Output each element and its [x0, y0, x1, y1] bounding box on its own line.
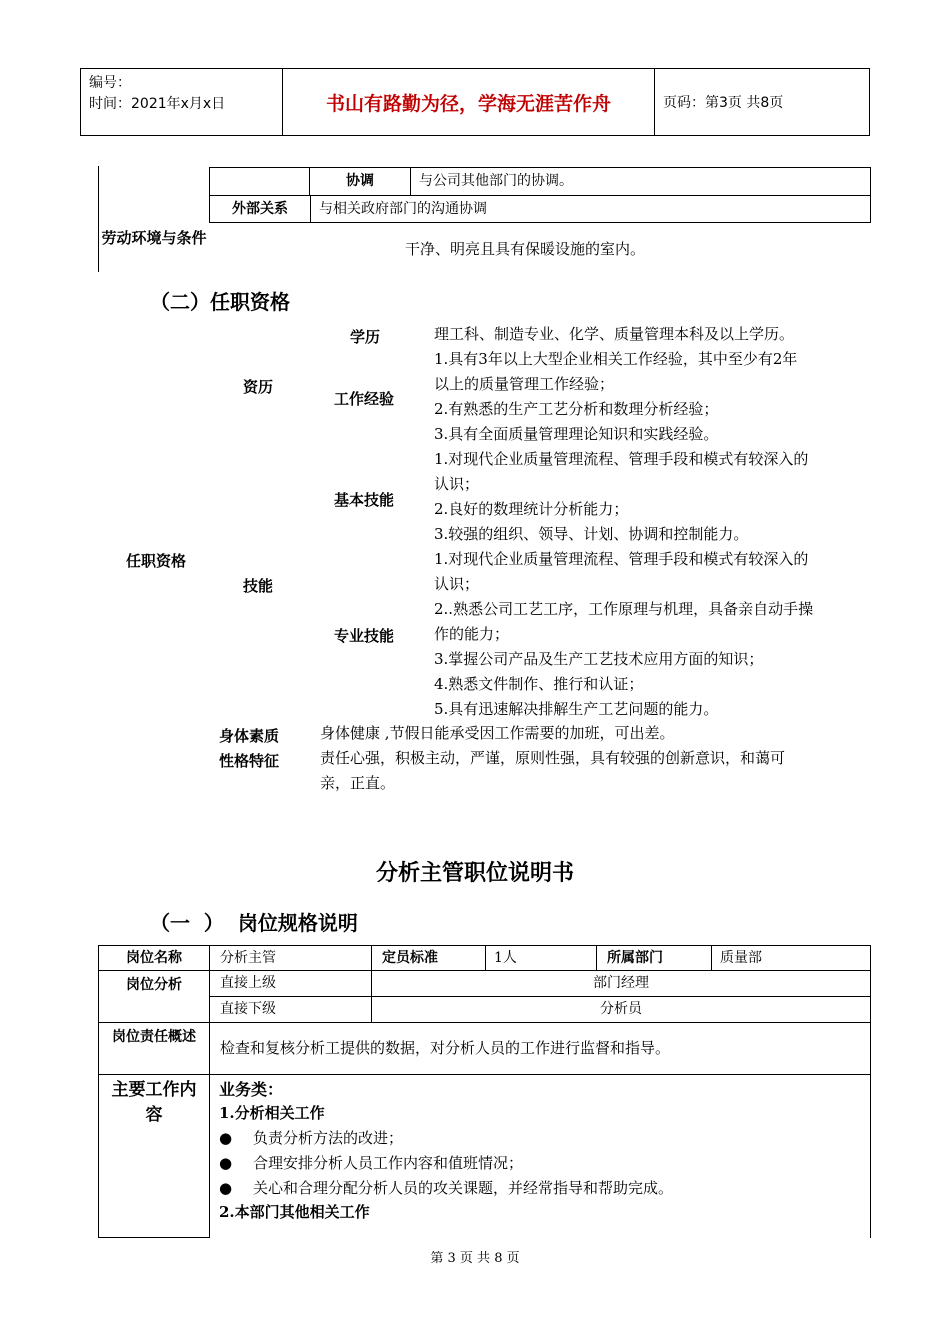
external-label: 外部关系: [232, 201, 288, 217]
dept-label: 所属部门: [607, 950, 663, 966]
quota-label: 定员标准: [382, 950, 438, 966]
coord-value-cell: [410, 167, 871, 196]
summary-value-cell: [209, 1022, 871, 1075]
work-item2-title: 2.本部门其他相关工作: [219, 1203, 370, 1221]
doc-time-label: 时间：2021年x月x日: [89, 96, 226, 112]
bullet-text: 关心和合理分配分析人员的攻关课题，并经常指导和帮助完成。: [253, 1179, 674, 1197]
subordinate-label: 直接下级: [220, 1001, 276, 1017]
education-line: 理工科、制造专业、化学、质量管理本科及以上学历。: [434, 325, 795, 343]
superior-label: 直接上级: [220, 975, 276, 991]
external-value-cell: [310, 195, 871, 223]
bullet-icon: ●: [219, 1179, 233, 1197]
qualification-label: 任职资格: [126, 552, 187, 570]
pro-skill-line: 1.对现代企业质量管理流程、管理手段和模式有较深入的: [434, 550, 809, 568]
subordinate-value: 分析员: [600, 1001, 642, 1017]
experience-line: 以上的质量管理工作经验；: [434, 375, 615, 393]
work-bullet-item: [219, 1151, 523, 1175]
work-top-border: [98, 1074, 871, 1075]
superior-value: 部门经理: [593, 975, 649, 991]
doc-number-label: 编号：: [89, 75, 131, 91]
physical-label: 身体素质: [219, 727, 280, 745]
experience-line: 3.具有全面质量管理理论知识和实践经验。: [434, 425, 719, 443]
basic-skill-line: 1.对现代企业质量管理流程、管理手段和模式有较深入的: [434, 450, 809, 468]
quota-value-cell: [485, 945, 597, 971]
personality-label: 性格特征: [219, 752, 280, 770]
basic-skill-label: 基本技能: [334, 491, 395, 509]
quota-value: 1人: [494, 950, 517, 966]
coord-blank-cell: [209, 167, 310, 196]
basic-skill-line: 认识；: [434, 475, 480, 493]
header-page-info: 页码：第3页 共8页: [654, 68, 870, 136]
personality-line: 责任心强，积极主动，严谨，原则性强，具有较强的创新意识，和蔼可: [320, 749, 786, 767]
group-resume-label: 资历: [243, 378, 274, 396]
physical-value: 身体健康 ,节假日能承受因工作需要的加班，可出差。: [320, 724, 675, 742]
bullet-icon: ●: [219, 1154, 233, 1172]
coord-value: 与公司其他部门的协调。: [419, 173, 573, 189]
dept-value-cell: [711, 945, 871, 971]
bullet-icon: ●: [219, 1129, 233, 1147]
experience-label: 工作经验: [334, 390, 395, 408]
summary-value: 检查和复核分析工提供的数据，对分析人员的工作进行监督和指导。: [220, 1039, 671, 1057]
experience-line: 1.具有3年以上大型企业相关工作经验，其中至少有2年: [434, 350, 798, 368]
work-bullet-item: [219, 1126, 403, 1150]
work-mid-border: [209, 1074, 210, 1238]
name-value: 分析主管: [220, 950, 276, 966]
name-label: 岗位名称: [126, 950, 182, 966]
experience-line: 2.有熟悉的生产工艺分析和数理分析经验；: [434, 400, 719, 418]
external-label-cell: [209, 195, 311, 223]
page-footer: 第 3 页 共 8 页: [430, 1251, 520, 1266]
analysis-label-cell: [98, 970, 210, 1023]
group-skill-label: 技能: [243, 577, 274, 595]
education-label: 学历: [350, 328, 381, 346]
dept-value: 质量部: [720, 950, 762, 966]
pro-skill-line: 作的能力；: [434, 625, 510, 643]
personality-line: 亲，正直。: [320, 774, 396, 792]
bullet-text: 负责分析方法的改进；: [253, 1129, 404, 1147]
coord-label-cell: [309, 167, 411, 196]
superior-value-cell: [371, 970, 871, 997]
summary-label: 岗位责任概述: [112, 1029, 196, 1045]
summary-label-cell: [98, 1022, 210, 1075]
work-label: 主要工作内容: [111, 1080, 197, 1125]
header-motto: 书山有路勤为径，学海无涯苦作舟: [282, 68, 655, 136]
work-item1-title: 1.分析相关工作: [219, 1104, 325, 1122]
pro-skill-label: 专业技能: [334, 627, 395, 645]
subordinate-value-cell: [371, 996, 871, 1023]
superior-label-cell: [209, 970, 372, 997]
bullet-text: 合理安排分析人员工作内容和值班情况；: [253, 1154, 524, 1172]
header-meta: [80, 68, 283, 136]
dept-label-cell: [596, 945, 712, 971]
subordinate-label-cell: [209, 996, 372, 1023]
env-label: 劳动环境与条件: [101, 229, 207, 247]
name-label-cell: [98, 945, 210, 971]
analysis-label: 岗位分析: [126, 977, 182, 993]
external-value: 与相关政府部门的沟通协调: [319, 201, 487, 217]
work-right-border: [870, 1074, 871, 1238]
basic-skill-line: 3.较强的组织、领导、计划、协调和控制能力。: [434, 525, 749, 543]
quota-label-cell: [371, 945, 486, 971]
name-value-cell: [209, 945, 372, 971]
coord-label: 协调: [346, 173, 374, 189]
work-bullet-item: [219, 1176, 673, 1200]
basic-skill-line: 2.良好的数理统计分析能力；: [434, 500, 629, 518]
work-bottom-border: [98, 1237, 210, 1238]
env-value: 干净、明亮且具有保暖设施的室内。: [405, 240, 646, 258]
section2-heading: （二）任职资格: [150, 290, 290, 314]
pro-skill-line: 2..熟悉公司工艺工序，工作原理与机理，具备亲自动手操: [434, 600, 814, 618]
doc-title: 分析主管职位说明书: [375, 861, 574, 886]
work-left-border: [98, 1074, 99, 1238]
section1-heading: （一 ） 岗位规格说明: [150, 911, 358, 935]
pro-skill-line: 认识；: [434, 575, 480, 593]
pro-skill-line: 3.掌握公司产品及生产工艺技术应用方面的知识；: [434, 650, 764, 668]
work-category: 业务类：: [219, 1080, 284, 1099]
pro-skill-line: 4.熟悉文件制作、推行和认证；: [434, 675, 644, 693]
left-border: [98, 166, 99, 272]
pro-skill-line: 5.具有迅速解决排解生产工艺问题的能力。: [434, 700, 719, 718]
